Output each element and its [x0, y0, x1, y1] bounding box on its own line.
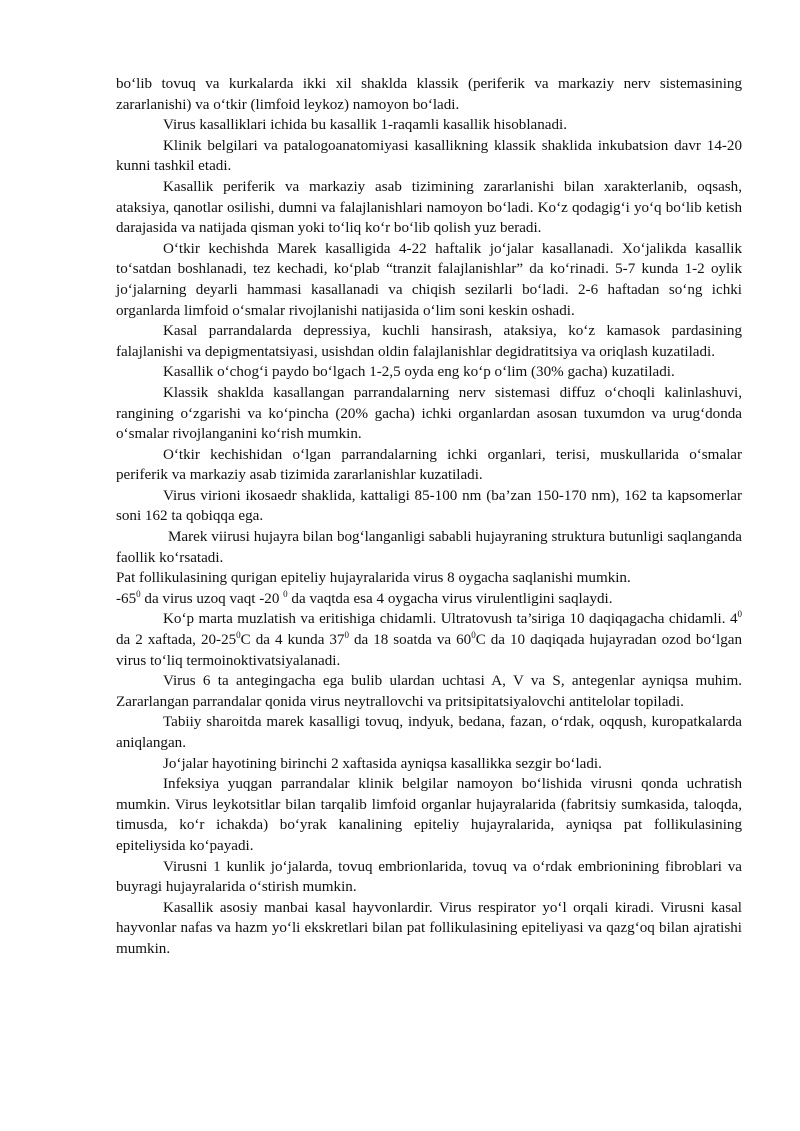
paragraph: Virus kasalliklari ichida bu kasallik 1-raqamli kasallik hisoblanadi.: [163, 117, 568, 134]
paragraph: Kasallik o‘chog‘i paydo bo‘lgach 1-2,5 oyda eng ko‘p o‘lim (30% gacha) kuzatiladi.: [163, 364, 675, 381]
paragraph: Klinik belgilari va patalogoanatomiyasi kasallikning klassik shaklida inkubatsion davr 14-20 kunni tashkil etadi.: [116, 137, 742, 175]
text-run: C da 4 kunda 37: [240, 632, 345, 649]
paragraph: Virus 6 ta antegingacha ega bulib ulardan uchtasi A, V va S, antegenlar ayniqsa muhim. Zararlangan parrandalar qonida virus neytrallovchi va pritsipitatsiyalovchi antitelolar topiladi.: [116, 673, 742, 710]
paragraph: Tabiiy sharoitda marek kasalligi tovuq, indyuk, bedana, fazan, o‘rdak, oqqush, kuropatkalarda aniqlangan.: [116, 714, 742, 751]
superscript: 0: [344, 630, 349, 640]
superscript: 0: [737, 609, 742, 620]
text-run: -65: [116, 590, 137, 607]
paragraph: Kasal parrandalarda depressiya, kuchli hansirash, ataksiya, ko‘z kamasok pardasining falajlanishi va depigmentatsiyasi, usishdan oldin falajlanishlar degidratitsiya va oriqlash kuzatiladi.: [116, 323, 742, 360]
text-run: da virus uzoq vaqt -20: [140, 590, 284, 607]
paragraph: Klassik shaklda kasallangan parrandalarning nerv sistemasi diffuz o‘choqli kalinlashuvi, rangining o‘zgarishi va ko‘pincha (20% gacha) ichki organlardan asosan tuxumdon va urug‘donda o‘smalar rivojlanganini ko‘rish mumkin.: [116, 384, 742, 443]
text-run: Ko‘p marta muzlatish va eritishiga chidamli. Ultratovush ta’siriga 10 daqiqagacha chidamli. 4: [163, 611, 738, 628]
paragraph: O‘tkir kechishidan o‘lgan parrandalarning ichki organlari, terisi, muskullarida o‘smalar periferik va markaziy asab tizimida zararlanishlar kuzatiladi.: [116, 446, 742, 484]
paragraph: Kasallik asosiy manbai kasal hayvonlardir. Virus respirator yo‘l orqali kiradi. Virusni kasal hayvonlar nafas va hazm yo‘li ekskretlari bilan pat follikulasining epiteliyasi va qazg‘oq bilan ajratishi mumkin.: [116, 899, 742, 957]
paragraph: O‘tkir kechishda Marek kasalligida 4-22 haftalik jo‘jalar kasallanadi. Xo‘jalikda kasallik to‘satdan boshlanadi, tez kechadi, ko‘plab “tranzit falajlanishlar” da ko‘rinadi. 5-7 kunda 1-2 oylik jo‘jalarning deyarli hammasi kasallanadi va chiqish sezilarli bo‘ladi. 2-6 haftadan so‘ng ichki organlarda limfoid o‘smalar rivojlanishi natijasida o‘lim soni keskin oshadi.: [116, 240, 742, 319]
paragraph: Pat follikulasining qurigan epiteliy hujayralarida virus 8 oygacha saqlanishi mumkin.: [116, 570, 631, 587]
text-run: da 18 soatda va 60: [348, 632, 472, 649]
superscript: 0: [283, 588, 288, 599]
superscript: 0: [471, 630, 476, 640]
paragraph: Marek viirusi hujayra bilan bog‘langanligi sababli hujayraning struktura butunligi saqlanganda faollik ko‘rsatadi.: [116, 529, 742, 566]
paragraph: Infeksiya yuqgan parrandalar klinik belgilar namoyon bo‘lishida virusni qonda uchratish mumkin. Virus leykotsitlar bilan tarqalib limfoid organlar hujayralarida (fabritsiy sumkasida, taloqda, timusda, ko‘r ichakda) bo‘yrak kanalining epiteliy hujayralarida, ayniqsa pat follikulasining epiteliysida ko‘payadi.: [116, 776, 742, 854]
paragraph: bo‘lib tovuq va kurkalarda ikki xil shaklda klassik (periferik va markaziy nerv sistemasining zararlanishi) va o‘tkir (limfoid leykoz) namoyon bo‘ladi.: [116, 76, 742, 113]
text-run: da 2 xaftada, 20-25: [116, 632, 237, 649]
paragraph: [116, 589, 742, 610]
paragraph: Kasallik periferik va markaziy asab tizimining zararlanishi bilan xarakterlanib, oqsash, ataksiya, qanotlar osilishi, dumni va falajlanishlari namoyon bo‘ladi. Ko‘z qodagig‘i yo‘q bo‘lib ketish darajasida va natijada qisman yoki to‘liq ko‘r bo‘lib qolish yuz beradi.: [116, 178, 742, 237]
document-page: [116, 74, 742, 960]
paragraph: [116, 609, 742, 671]
superscript: 0: [136, 588, 141, 599]
paragraph: Jo‘jalar hayotining birinchi 2 xaftasida ayniqsa kasallikka sezgir bo‘ladi.: [163, 755, 602, 772]
superscript: 0: [236, 630, 241, 640]
paragraph: Virus virioni ikosaedr shaklida, kattaligi 85-100 nm (ba’zan 150-170 nm), 162 ta kapsomerlar soni 162 ta qobiqqa ega.: [116, 487, 742, 525]
text-run: C da 10 daqiqada hujayradan ozod bo‘lgan virus to‘liq termoinoktivatsiyalanadi.: [116, 632, 743, 669]
paragraph: Virusni 1 kunlik jo‘jalarda, tovuq embrionlarida, tovuq va o‘rdak embrionining fibroblari va buyragi hujayralarida o‘stirish mumkin.: [116, 858, 742, 896]
text-run: da vaqtda esa 4 oygacha virus virulentligini saqlaydi.: [287, 590, 613, 607]
